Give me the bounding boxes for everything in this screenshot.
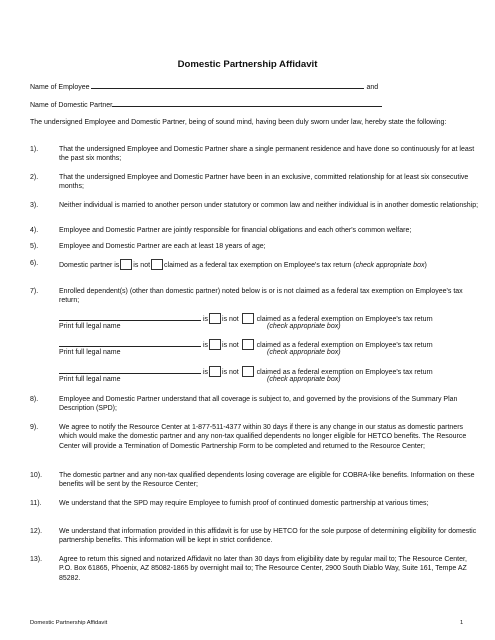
clause-text: Employee and Domestic Partner are each at least 18 years of age; xyxy=(59,243,266,250)
clause-number: 5). xyxy=(30,243,39,250)
partner-name-field[interactable] xyxy=(112,99,382,107)
clause-number: 4). xyxy=(30,227,39,234)
clause-6-suffix: claimed as a federal tax exemption on Employee's tax return ( xyxy=(164,262,356,269)
clause-number: 7). xyxy=(30,288,39,295)
dependent-claim-text: claimed as a federal exemption on Employee's tax return xyxy=(256,342,433,349)
dependent-claim-text: claimed as a federal exemption on Employee's tax return xyxy=(256,369,433,376)
check-box-hint: (check appropriate box) xyxy=(267,323,341,330)
clause-text: We agree to notify the Resource Center at 1-877-511-4377 within 30 days if there is any change in our status as domestic partners which would make the domestic partner and any non-tax qualified dependents no longer eligible for HETCO benefits. The Resource Center will provide a Termination of Domestic Partnership Form to be completed and returned to the Resource Center; xyxy=(59,424,467,450)
is-not-checkbox[interactable] xyxy=(242,366,254,377)
clause-6-prefix: Domestic partner is xyxy=(59,262,120,269)
page-title: Domestic Partnership Affidavit xyxy=(177,59,318,70)
dependent-claim-text: claimed as a federal exemption on Employee's tax return xyxy=(256,316,433,323)
dependent-name-field[interactable] xyxy=(59,313,201,321)
is-checkbox[interactable] xyxy=(209,313,221,324)
footer-title: Domestic Partnership Affidavit xyxy=(30,620,108,626)
clause-number: 3). xyxy=(30,202,39,209)
clause-number: 13). xyxy=(30,556,43,563)
clause-number: 11). xyxy=(30,500,42,507)
is-checkbox[interactable] xyxy=(120,259,132,270)
dependent-row-2: is is not claimed as a federal exemption on Employee's tax return Print full legal name (check appropriate box) xyxy=(59,339,433,350)
clause-text: We understand that the SPD may require Employee to furnish proof of continued domestic partnership at various times; xyxy=(59,500,429,507)
affidavit-page: Domestic Partnership Affidavit Name of Employee and Name of Domestic Partner The undersigned Employee and Domestic Partner, being of sound mind, having been duly sworn under law, hereby state the following: 1). That the undersigned Employee and Domestic Partner share a single permanent residence and have done so continuously for at least the past six months; 2). That the undersigned Employee and Domestic Partner have been in an exclusive, committed relationship for at least six consecutive months; 3). Neither individual is married to another person under statutory or common law and neither individual is in another domestic relationship; 4). Employee and Domestic Partner are jointly responsible for financial obligations and each other's common welfare; 5). Employee and Domestic Partner are each at least 18 years of age; 6). Domestic partner is is not claimed as a federal tax exemption on Employee's tax return (check appropriate box) 7). Enrolled dependent(s) (other than domestic partner) noted below is or is not claimed as a federal tax exemption on Employee's tax return; is is not claimed as a federal exemption on Employee's tax return Print full legal name (check appropriate box) is is not claimed as a federal exemption on Employee's tax return Print full legal name (check appropriate box) is is not claimed as a federal exemption on Employee's tax return Print full legal name (check appropriate box) 8). Employee and Domestic Partner understand that all coverage is subject to, and governed by the provisions of the Summary Plan Description (SPD); 9). We agree to notify the Resource Center at 1-877-511-4377 within 30 days if there is any change in our status as domestic partners which would make the domestic partner and any non-tax qualified dependents no longer eligible for HETCO benefits. The Resource Center will provide a Termination of Domestic Partnership Form to be completed and returned to the Resource Center; 10). The domestic partner and any non-tax qualified dependents losing coverage are eligible for COBRA-like benefits. Information on these benefits will be sent by the Resource Center; 11). We understand that the SPD may require Employee to furnish proof of continued domestic partnership at various times; 12). We understand that information provided in this affidavit is for use by HETCO for the sole purpose of determining eligibility for domestic partnership benefits. This information will be kept in strict confidence. 13). Agree to return this signed and notarized Affidavit no later than 30 days from eligibility date by regular mail to; The Resource Center, P.O. Box 61865, Phoenix, AZ 85082-1865 by overnight mail to; The Resource Center, 2900 South Diablo Way, Suite 161, Tempe AZ 85282. Domestic Partnership Affidavit 1 xyxy=(0,0,495,640)
clause-text: Agree to return this signed and notarized Affidavit no later than 30 days from eligibility date by regular mail to; The Resource Center, P.O. Box 61865, Phoenix, AZ 85082-1865 by overnight mail to; The Resource Center, 2900 South Diablo Way, Suite 161, Tempe AZ 85282. xyxy=(59,556,467,582)
is-not-checkbox[interactable] xyxy=(242,339,254,350)
is-not-checkbox[interactable] xyxy=(242,313,254,324)
employee-name-label: Name of Employee xyxy=(30,84,90,91)
clause-number: 10). xyxy=(30,472,43,479)
clause-number: 12). xyxy=(30,528,43,535)
clause-text: We understand that information provided in this affidavit is for use by HETCO for the sole purpose of determining eligibility for domestic partnership benefits. This information will be kept in strict confidence. xyxy=(59,528,477,545)
clause-text: Enrolled dependent(s) (other than domestic partner) noted below is or is not claimed as a federal tax exemption on Employee's tax return; xyxy=(59,288,463,305)
dependent-row-1: is is not claimed as a federal exemption on Employee's tax return Print full legal name (check appropriate box) xyxy=(59,313,433,324)
dependent-name-field[interactable] xyxy=(59,339,201,347)
clause-text: The domestic partner and any non-tax qualified dependents losing coverage are eligible for COBRA-like benefits. Information on these benefits will be sent by the Resource Center; xyxy=(59,472,475,489)
intro-paragraph: The undersigned Employee and Domestic Partner, being of sound mind, having been duly sworn under law, hereby state the following: xyxy=(30,119,447,126)
employee-name-suffix: and xyxy=(366,84,379,91)
clause-text: Neither individual is married to another person under statutory or common law and neither individual is in another domestic relationship; xyxy=(59,202,479,209)
is-checkbox[interactable] xyxy=(209,339,221,350)
check-box-hint: (check appropriate box) xyxy=(267,376,341,383)
partner-name-label: Name of Domestic Partner xyxy=(30,102,113,109)
partner-name-row xyxy=(30,99,382,110)
clause-number: 9). xyxy=(30,424,39,431)
clause-6-check-hint: check appropriate box xyxy=(355,262,425,269)
print-name-label: Print full legal name xyxy=(59,349,121,356)
check-box-hint: (check appropriate box) xyxy=(267,349,341,356)
clause-number: 2). xyxy=(30,174,39,181)
clause-number: 6). xyxy=(30,260,39,267)
print-name-label: Print full legal name xyxy=(59,323,121,330)
dependent-row-3: is is not claimed as a federal exemption on Employee's tax return Print full legal name (check appropriate box) xyxy=(59,366,433,377)
dependent-name-field[interactable] xyxy=(59,366,201,374)
clause-6-is-not: is not xyxy=(133,262,151,269)
page-number: 1 xyxy=(460,620,464,626)
print-name-label: Print full legal name xyxy=(59,376,121,383)
is-not-checkbox[interactable] xyxy=(151,259,163,270)
clause-text: That the undersigned Employee and Domestic Partner share a single permanent residence and have done so continuously for at least the past six months; xyxy=(59,146,475,163)
clause-text: Employee and Domestic Partner understand that all coverage is subject to, and governed by the provisions of the Summary Plan Description (SPD); xyxy=(59,396,458,413)
clause-number: 1). xyxy=(30,146,39,153)
employee-name-row xyxy=(30,81,378,92)
clause-text: Employee and Domestic Partner are jointly responsible for financial obligations and each other's common welfare; xyxy=(59,227,412,234)
clause-text: That the undersigned Employee and Domestic Partner have been in an exclusive, committed relationship for at least six consecutive months; xyxy=(59,174,469,191)
employee-name-field[interactable] xyxy=(91,81,364,89)
is-checkbox[interactable] xyxy=(209,366,221,377)
clause-number: 8). xyxy=(30,396,39,403)
